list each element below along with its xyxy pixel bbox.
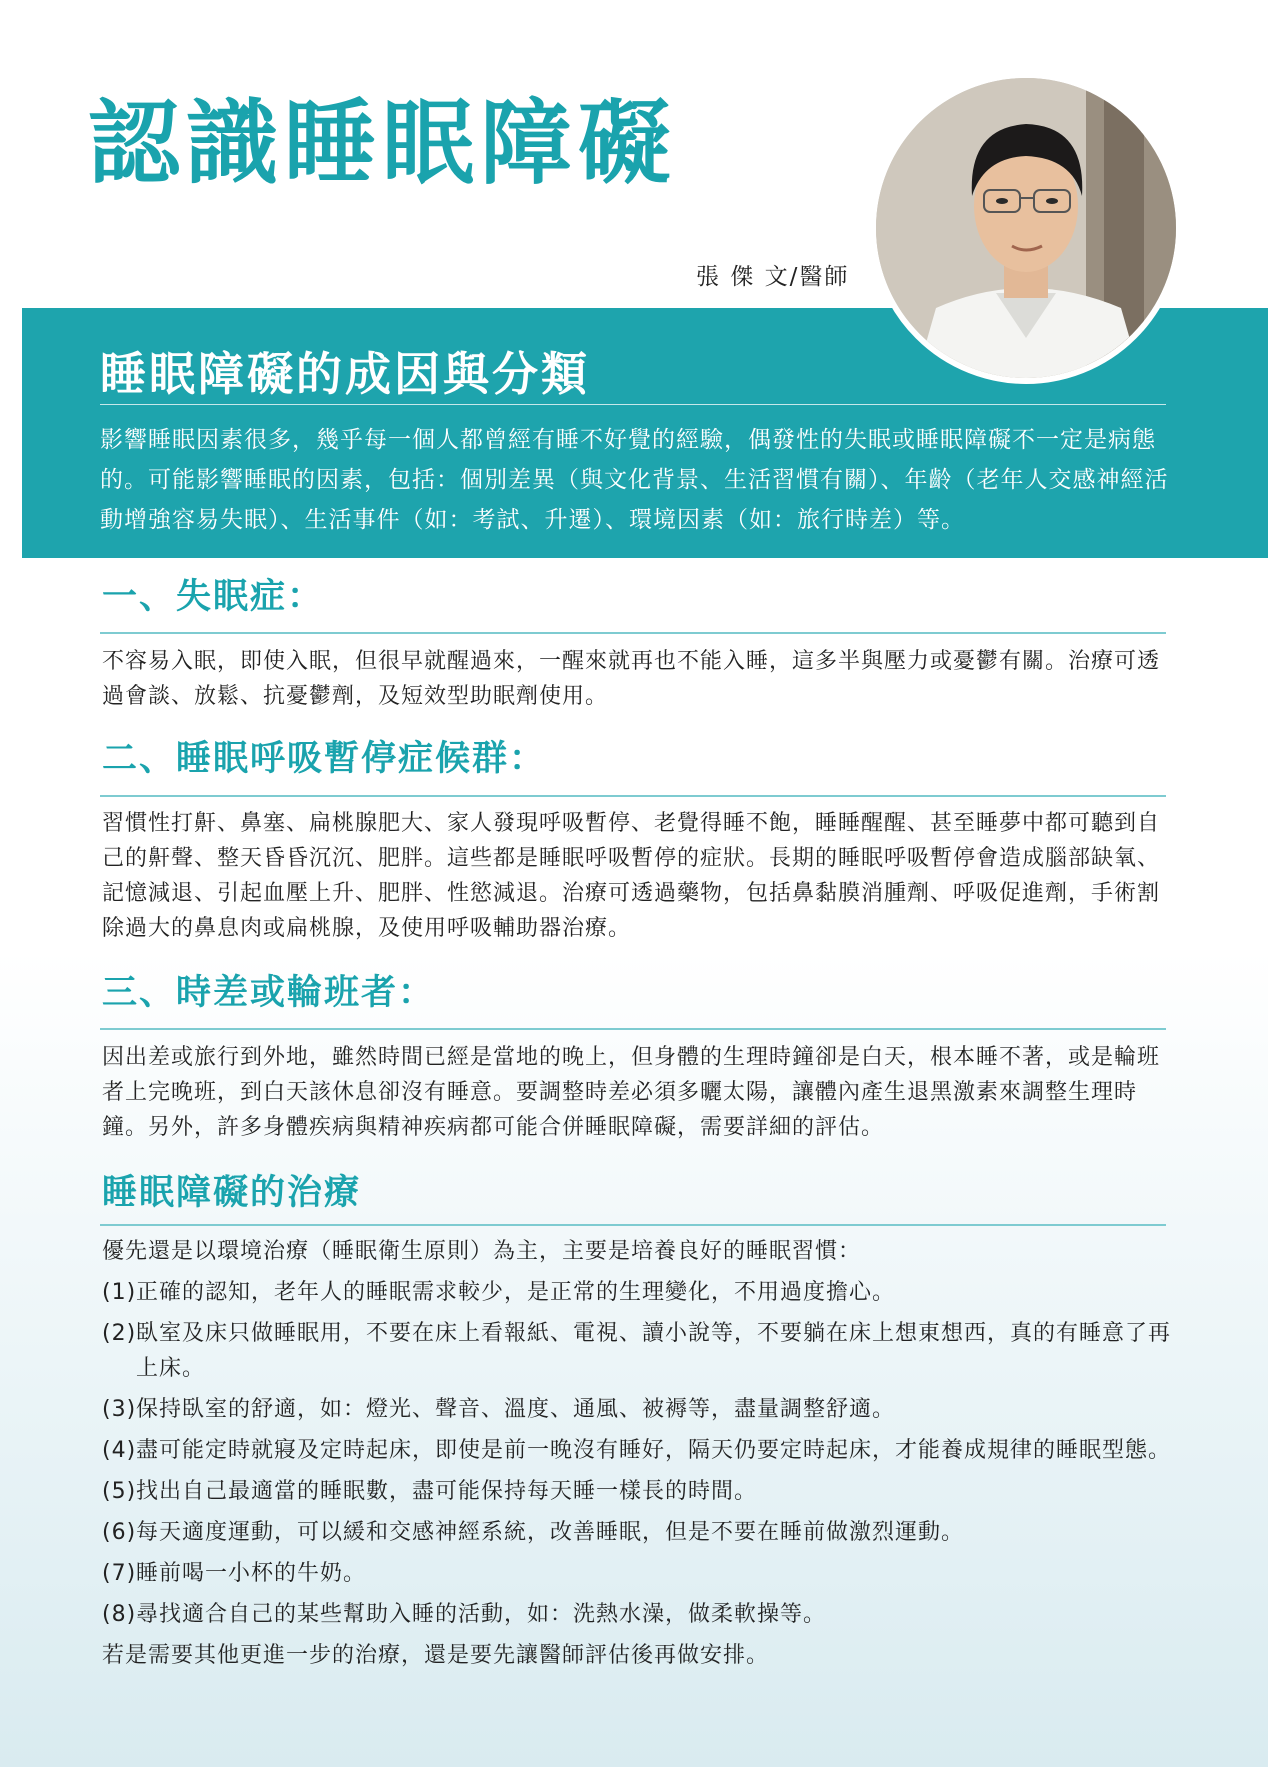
banner-heading: 睡眠障礙的成因與分類 bbox=[100, 347, 590, 401]
list-item-text: 找出自己最適當的睡眠數，盡可能保持每天睡一樣長的時間。 bbox=[136, 1479, 758, 1504]
list-item-text: 盡可能定時就寢及定時起床，即使是前一晚沒有睡好，隔天仍要定時起床，才能養成規律的睡眠型態。 bbox=[136, 1438, 1172, 1463]
list-item-number: (1) bbox=[102, 1280, 137, 1305]
section-body-insomnia: 不容易入眠，即使入眠，但很早就醒過來，一醒來就再也不能入睡，這多半與壓力或憂鬱有關。治療可透過會談、放鬆、抗憂鬱劑，及短效型助眠劑使用。 bbox=[102, 649, 1161, 709]
treatment-closing: 若是需要其他更進一步的治療，還是要先讓醫師評估後再做安排。 bbox=[102, 1643, 770, 1668]
section-heading-sleep-apnea: 二、睡眠呼吸暫停症候群： bbox=[102, 739, 547, 779]
treatment-intro: 優先還是以環境治療（睡眠衛生原則）為主，主要是培養良好的睡眠習慣： bbox=[102, 1239, 862, 1264]
list-item-number: (5) bbox=[102, 1479, 137, 1504]
section-body-sleep-apnea: 習慣性打鼾、鼻塞、扁桃腺肥大、家人發現呼吸暫停、老覺得睡不飽，睡睡醒醒、甚至睡夢中都可聽到自己的鼾聲、整天昏昏沉沉、肥胖。這些都是睡眠呼吸暫停的症狀。長期的睡眠呼吸暫停會造成腦部缺氧、記憶減退、引起血壓上升、肥胖、性慾減退。治療可透過藥物，包括鼻黏膜消腫劑、呼吸促進劑，手術割除過大的鼻息肉或扁桃腺，及使用呼吸輔助器治療。 bbox=[102, 811, 1161, 941]
list-item-text: 保持臥室的舒適，如：燈光、聲音、溫度、通風、被褥等，盡量調整舒適。 bbox=[136, 1397, 896, 1422]
list-item-number: (4) bbox=[102, 1438, 137, 1463]
list-item bbox=[102, 1392, 1172, 1427]
list-item bbox=[102, 1597, 1172, 1632]
section-divider bbox=[100, 632, 1166, 634]
list-item bbox=[102, 1474, 1172, 1509]
list-item bbox=[102, 1556, 1172, 1591]
section-heading-insomnia: 一、失眠症： bbox=[102, 577, 325, 617]
list-item bbox=[102, 1275, 1172, 1310]
list-item bbox=[102, 1316, 1172, 1386]
page-title: 認識睡眠障礙 bbox=[88, 90, 677, 197]
list-item-number: (8) bbox=[102, 1602, 137, 1627]
banner-divider bbox=[100, 404, 1166, 405]
doctor-portrait bbox=[870, 72, 1182, 384]
list-item-number: (6) bbox=[102, 1520, 137, 1545]
author-byline: 張 傑 文/醫師 bbox=[696, 264, 850, 290]
list-item bbox=[102, 1433, 1172, 1468]
list-item-text: 每天適度運動，可以緩和交感神經系統，改善睡眠，但是不要在睡前做激烈運動。 bbox=[136, 1520, 965, 1545]
section-body-shift-work: 因出差或旅行到外地，雖然時間已經是當地的晚上，但身體的生理時鐘卻是白天，根本睡不著，或是輪班者上完晚班，到白天該休息卻沒有睡意。要調整時差必須多曬太陽，讓體內產生退黑激素來調整生理時鐘。另外，許多身體疾病與精神疾病都可能合併睡眠障礙，需要詳細的評估。 bbox=[102, 1045, 1161, 1140]
section-divider bbox=[100, 795, 1166, 797]
list-item-number: (3) bbox=[102, 1397, 137, 1422]
list-item-text: 睡前喝一小杯的牛奶。 bbox=[136, 1561, 367, 1586]
list-item-text: 尋找適合自己的某些幫助入睡的活動，如：洗熱水澡，做柔軟操等。 bbox=[136, 1602, 827, 1627]
list-item-text: 正確的認知，老年人的睡眠需求較少，是正常的生理變化，不用過度擔心。 bbox=[136, 1280, 896, 1305]
list-item-text: 臥室及床只做睡眠用，不要在床上看報紙、電視、讀小說等，不要躺在床上想東想西，真的有睡意了再上床。 bbox=[136, 1321, 1172, 1381]
treatment-list bbox=[102, 1234, 1172, 1679]
section-divider bbox=[100, 1224, 1166, 1226]
section-heading-shift-work: 三、時差或輪班者： bbox=[102, 973, 436, 1013]
banner-paragraph: 影響睡眠因素很多，幾乎每一個人都曾經有睡不好覺的經驗，偶發性的失眠或睡眠障礙不一定是病態的。可能影響睡眠的因素，包括：個別差異（與文化背景、生活習慣有關）、年齡（老年人交感神經活動增強容易失眠）、生活事件（如：考試、升遷）、環境因素（如：旅行時差）等。 bbox=[100, 427, 1169, 533]
list-item bbox=[102, 1515, 1172, 1550]
list-item-number: (2) bbox=[102, 1321, 137, 1346]
section-heading-treatment: 睡眠障礙的治療 bbox=[102, 1173, 362, 1213]
section-divider bbox=[100, 1028, 1166, 1030]
list-item-number: (7) bbox=[102, 1561, 137, 1586]
